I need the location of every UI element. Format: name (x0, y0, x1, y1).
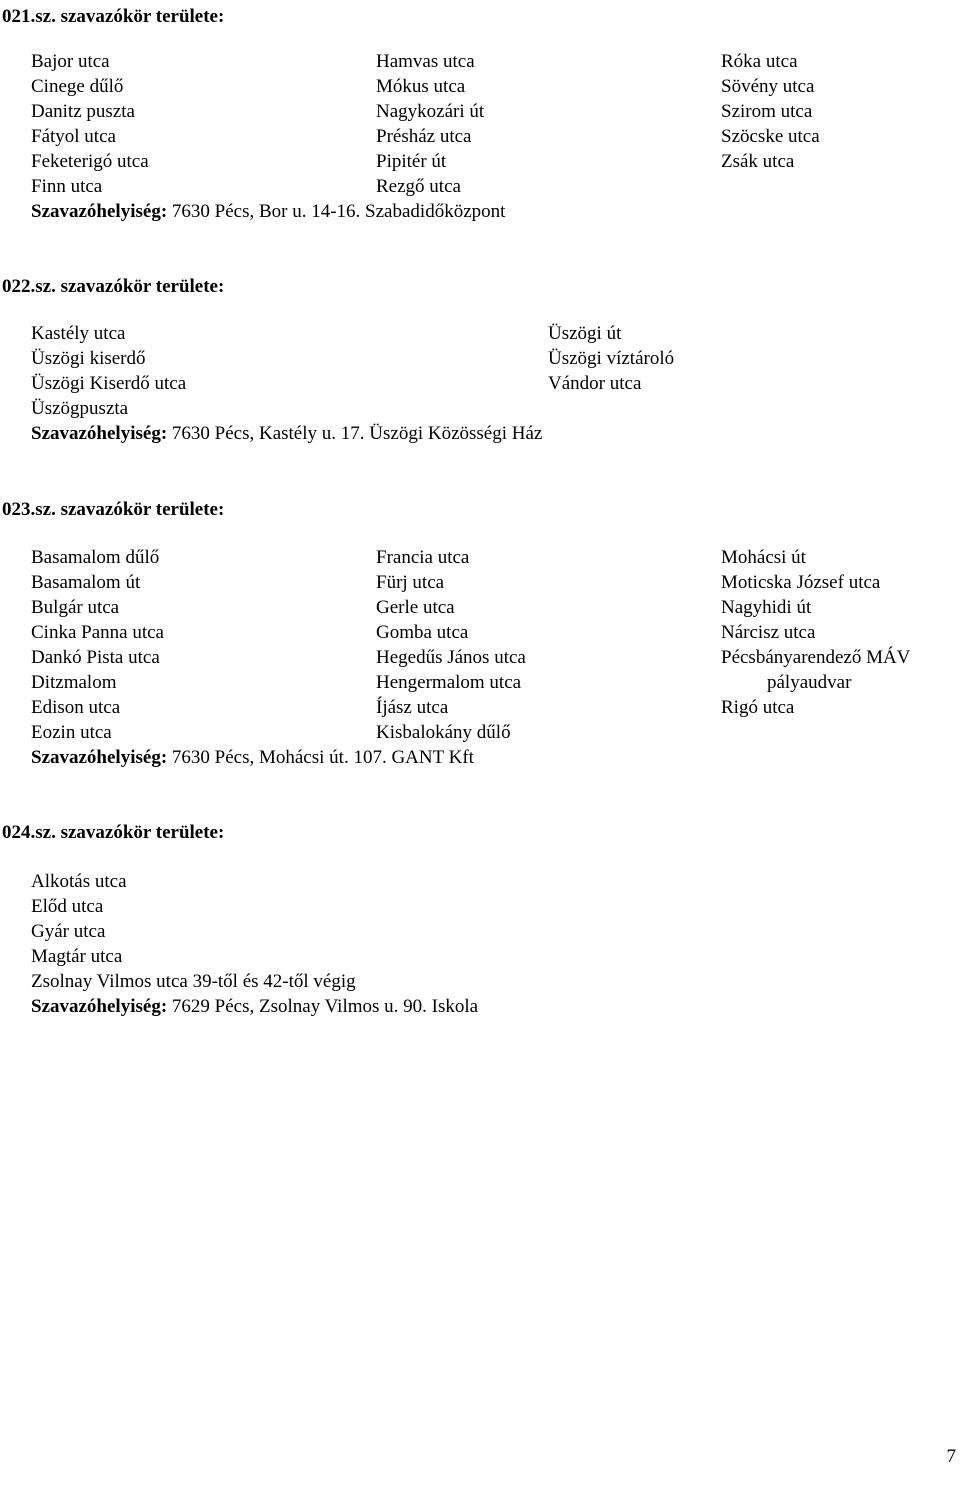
street-item: Szirom utca (721, 101, 813, 122)
street-item: Kisbalokány dűlő (376, 722, 511, 743)
polling-place-address: 7630 Pécs, Kastély u. 17. Üszögi Közösségi Ház (171, 423, 543, 444)
polling-place-address: 7630 Pécs, Mohácsi út. 107. GANT Kft (171, 747, 474, 768)
street-column-2 (548, 321, 674, 396)
street-item: Íjász utca (376, 697, 449, 718)
polling-place (31, 421, 542, 446)
street-item: Üszögi kiserdő (31, 348, 146, 369)
street-item: Basamalom dűlő (31, 547, 160, 568)
street-item: Nagykozári út (376, 101, 485, 122)
street-item: Üszögi víztároló (548, 348, 675, 369)
street-item: Vándor utca (548, 373, 642, 394)
street-item: Magtár utca (31, 946, 123, 967)
street-item: Zsák utca (721, 151, 795, 172)
street-column-2 (376, 49, 484, 199)
street-item: Üszögi Kiserdő utca (31, 373, 187, 394)
street-item: Cinka Panna utca (31, 622, 164, 643)
street-item: Bulgár utca (31, 597, 120, 618)
street-item: Feketerigó utca (31, 151, 149, 172)
street-item: Gomba utca (376, 622, 469, 643)
street-item: Mohácsi út (721, 547, 806, 568)
page-number: 7 (946, 1446, 956, 1467)
street-item-continuation: pályaudvar (767, 672, 852, 693)
street-item: Fürj utca (376, 572, 445, 593)
street-item: Hengermalom utca (376, 672, 522, 693)
polling-place (31, 199, 505, 224)
street-item: Eozin utca (31, 722, 112, 743)
street-item: Nagyhidi út (721, 597, 812, 618)
street-item: Dankó Pista utca (31, 647, 160, 668)
polling-place (31, 994, 478, 1019)
street-item: Róka utca (721, 51, 798, 72)
street-item: Előd utca (31, 896, 104, 917)
street-item: Nárcisz utca (721, 622, 816, 643)
street-item: Pécsbányarendező MÁV (721, 647, 911, 668)
street-item: Üszögpuszta (31, 398, 129, 419)
polling-place-label: Szavazóhelyiség: (31, 996, 168, 1017)
street-column-1 (31, 49, 149, 199)
street-item: Rigó utca (721, 697, 795, 718)
street-item: Hegedűs János utca (376, 647, 526, 668)
street-item: Présház utca (376, 126, 472, 147)
street-item: Ditzmalom (31, 672, 117, 693)
street-item: Mókus utca (376, 76, 466, 97)
street-item: Edison utca (31, 697, 121, 718)
street-column-2 (376, 545, 526, 745)
street-item: Danitz puszta (31, 101, 135, 122)
polling-place-label: Szavazóhelyiség: (31, 423, 168, 444)
street-item: Alkotás utca (31, 871, 127, 892)
street-item: Moticska József utca (721, 572, 881, 593)
street-item: Cinege dűlő (31, 76, 124, 97)
polling-place (31, 745, 474, 770)
polling-place-label: Szavazóhelyiség: (31, 201, 168, 222)
street-item: Francia utca (376, 547, 470, 568)
street-item: Zsolnay Vilmos utca 39-től és 42-től végig (31, 971, 356, 992)
polling-place-label: Szavazóhelyiség: (31, 747, 168, 768)
street-column-3 (721, 49, 820, 174)
street-item: Sövény utca (721, 76, 815, 97)
street-item: Gyár utca (31, 921, 106, 942)
street-item: Pipitér út (376, 151, 447, 172)
district-heading: 024.sz. szavazókör területe: (2, 822, 225, 843)
street-item: Bajor utca (31, 51, 110, 72)
polling-place-address: 7630 Pécs, Bor u. 14-16. Szabadidőközpont (171, 201, 506, 222)
street-item: Fátyol utca (31, 126, 116, 147)
polling-place-address: 7629 Pécs, Zsolnay Vilmos u. 90. Iskola (171, 996, 479, 1017)
street-item: Kastély utca (31, 323, 126, 344)
street-item: Basamalom út (31, 572, 141, 593)
street-column-1 (31, 545, 164, 745)
street-column-1 (31, 321, 186, 421)
street-item: Szöcske utca (721, 126, 820, 147)
street-item: Hamvas utca (376, 51, 475, 72)
street-item: Gerle utca (376, 597, 455, 618)
street-item: Üszögi út (548, 323, 622, 344)
district-heading: 023.sz. szavazókör területe: (2, 499, 225, 520)
street-item: Rezgő utca (376, 176, 461, 197)
district-heading: 021.sz. szavazókör területe: (2, 6, 225, 27)
street-column-3 (721, 545, 910, 720)
street-column-1 (31, 869, 356, 994)
district-heading: 022.sz. szavazókör területe: (2, 276, 225, 297)
street-item: Finn utca (31, 176, 103, 197)
